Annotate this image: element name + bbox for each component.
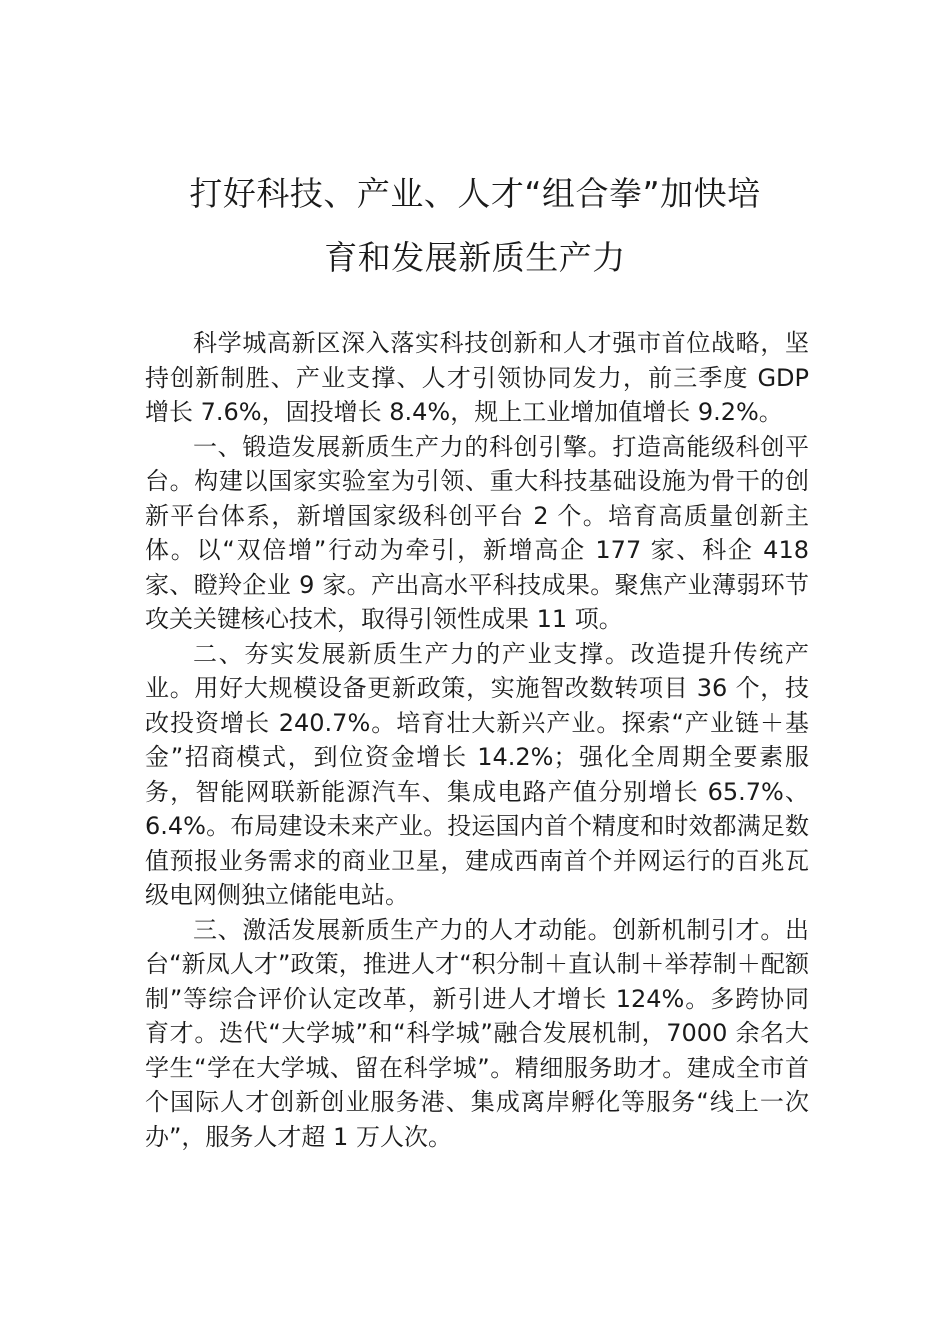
title-line-2: 育和发展新质生产力 <box>324 238 626 277</box>
intro-paragraph: 科学城高新区深入落实科技创新和人才强市首位战略，坚持创新制胜、产业支撑、人才引领协同发力，前三季度 GDP 增长 7.6%，固投增长 8.4%，规上工业增加值增长 9.2%。 <box>145 329 809 426</box>
document-title <box>145 162 805 290</box>
section-2-paragraph: 二、夯实发展新质生产力的产业支撑。改造提升传统产业。用好大规模设备更新政策，实施智改数转项目 36 个，技改投资增长 240.7%。培育壮大新兴产业。探索“产业链＋基金”招商模式，到位资金增长 14.2%；强化全周期全要素服务，智能网联新能源汽车、集成电路产值分别增长 65.7%、6.4%。布局建设未来产业。投运国内首个精度和时效都满足数值预报业务需求的商业卫星，建成西南首个并网运行的百兆瓦级电网侧独立储能电站。 <box>145 639 809 909</box>
section-3-paragraph: 三、激活发展新质生产力的人才动能。创新机制引才。出台“新凤人才”政策，推进人才“积分制＋直认制＋举荐制＋配额制”等综合评价认定改革，新引进人才增长 124%。多跨协同育才。迭代“大学城”和“科学城”融合发展机制，7000 余名大学生“学在大学城、留在科学城”。精细服务助才。建成全市首个国际人才创新创业服务港、集成离岸孵化等服务“线上一次办”，服务人才超 1 万人次。 <box>145 915 809 1151</box>
title-line-1: 打好科技、产业、人才“组合拳”加快培 <box>189 174 761 213</box>
section-1-paragraph: 一、锻造发展新质生产力的科创引擎。打造高能级科创平台。构建以国家实验室为引领、重大科技基础设施为骨干的创新平台体系，新增国家级科创平台 2 个。培育高质量创新主体。以“双倍增”行动为牵引，新增高企 177 家、科企 418 家、瞪羚企业 9 家。产出高水平科技成果。聚焦产业薄弱环节攻关关键核心技术，取得引领性成果 11 项。 <box>145 432 809 633</box>
document-body <box>145 326 809 1154</box>
